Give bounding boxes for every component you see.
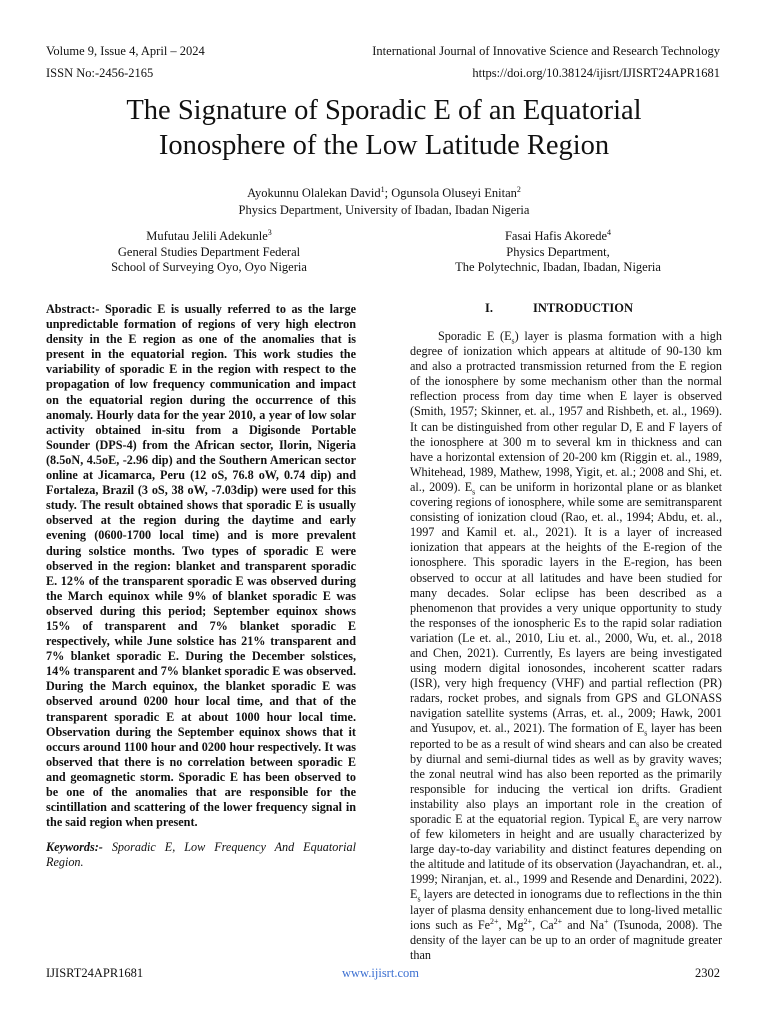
author-2-sup: 2 — [516, 184, 521, 194]
author-line — [0, 186, 768, 201]
doi-link[interactable]: https://doi.org/10.38124/ijisrt/IJISRT24APR1681 — [472, 66, 720, 80]
footer-paper-id: IJISRT24APR1681 — [46, 966, 144, 980]
section-title: INTRODUCTION — [533, 301, 634, 315]
author-1-sup: 1 — [380, 184, 385, 194]
keywords — [46, 840, 356, 870]
abstract: Abstract:- Sporadic E is usually referred to as the large unpredictable formation of regions of very high electron density in the E region as one of the anomalies that is present in the equatorial region. This work studies the variability of sporadic E in the region with respect to the propagation of low frequency communication and impact on the equatorial region during the occurrence of this anomaly. Hourly data for the year 2010, a year of low solar activity obtained in-situ from a Digisonde Portable Sounder (DPS-4) from the African sector, Ilorin, Nigeria (8.5oN, 4.5oE, -2.96 dip) and the Southern American sector online at Jicamarca, Peru (12 oS, 76.8 oW, 0.74 dip) and Fortaleza, Brazil (3 oS, 38 oW, -7.03dip) were used for this study. The result obtained shows that sporadic E is usually observed at the region during the daytime and early evening (0600-1700 local time) and is more prevalent during solstice months. Two types of sporadic E were observed in the region: blanket and transparent sporadic E. 12% of the transparent sporadic E was observed during the March equinox while 9% of blanket sporadic E was observed during this period; September equinox shows 15% of transparent and 7% blanket sporadic E respectively, while June solstice has 21% transparent and 7% blanket sporadic E. During the December solstices, 14% transparent and 7% blanket sporadic E was observed. During the March equinox, the blanket sporadic E was observed around 0200 hour local time, and that of the transparent sporadic E at about 1000 hour local time. Observation during the September equinox shows that it occurs around 1100 hour and 0200 hour respectively. It was observed that there is no correlation between sporadic E and geomagnetic storm. Sporadic E has been observed to be one of the anomalies that are responsible for the scintillation and scattering of the lower frequency signal in the said region when present. — [46, 302, 356, 830]
issn: ISSN No:-2456-2165 — [46, 66, 154, 80]
author-2: Ogunsola Oluseyi Enitan — [391, 186, 517, 200]
author-affiliation-main: Physics Department, University of Ibadan, Ibadan Nigeria — [238, 203, 530, 217]
left-column — [46, 302, 356, 870]
paper-title — [0, 93, 768, 163]
section-number: I. — [485, 301, 493, 315]
author-3-affil-2: School of Surveying Oyo, Oyo Nigeria — [111, 260, 307, 274]
author-block-right — [440, 229, 676, 276]
page-number: 2302 — [695, 966, 720, 980]
author-block-left — [96, 229, 322, 276]
title-line-2: Ionosphere of the Low Latitude Region — [158, 130, 610, 161]
author-4-affil-2: The Polytechnic, Ibadan, Ibadan, Nigeria — [455, 260, 661, 274]
volume-issue: Volume 9, Issue 4, April – 2024 — [46, 44, 205, 58]
author-3: Mufutau Jelili Adekunle$^3$ — [146, 227, 272, 243]
journal-name: International Journal of Innovative Science and Research Technology — [372, 44, 720, 58]
title-line-1: The Signature of Sporadic E of an Equatorial — [126, 95, 642, 126]
footer-website-link[interactable]: www.ijisrt.com — [342, 966, 419, 980]
author-1: Ayokunnu Olalekan David — [247, 186, 381, 200]
keywords-label: Keywords:- — [46, 840, 103, 855]
author-3-affil-1: General Studies Department Federal — [117, 244, 301, 259]
author-4: Fasai Hafis Akorede$^4$ — [504, 227, 612, 243]
keywords-text: Sporadic E, Low Frequency And Equatorial Region. — [46, 840, 356, 870]
intro-paragraph: Sporadic E $(E_s)$ layer is plasma formation with a high degree of ionization which appears at altitude of 90-130 km and also a protracted transmission returned from the E region of the ionosphere by some mechanism other than the normal reflection process from day time when E layer is observed (Smith, 1957; Skinner, et. al., 1957 and Rishbeth, et. al., 1969). It can be distinguished from other regular D, E and F layers of the ionosphere at 300 m to several km in thickness and can have a horizontal extension of 20-200 km (Riggin et. al., 1989, Whitehead, 1989, Mathew, 1998, Yigit, et. al.; 2008 and Shi, et. al., 2009). $E_s$ can be uniform in horizontal plane or as blanket covering regions of ionosphere, while some are semitransparent consisting of ionization cloud (Rao, et. al., 1994; Abdu, et. al., 1997 and Kamil et. al., 2021). It is a layer of increased ionization that appears at the heights of the E-region of the ionosphere. This sporadic layers in the E-region, has been observed to occur at all latitudes and have been studied for many decades. Solar eclipse has been described as a phenomenon that provides a very unique opportunity to study the responses of the ionospheric Es to the rapid solar radiation variation (Le et. al., 2010, Liu et. al., 2000, Wu, et. al., 2018 and Chen, 2021). Currently, Es layers are being investigated using modern digital ionosondes, incoherent scatter radars (ISR), very high frequency (VHF) and partial reflection (PR) radars, rocket probes, and signals from GPS and GLONASS navigation satellite systems (Arras, et. al., 2009; Hawk, 2001 and Yusupov, et. al., 2021). The formation of $E_s$ layer has been reported to be as a result of wind shears and can also be created by diurnal and semi-diurnal tides as well as by gravity waves; the zonal neutral wind has also been reported as the primarily responsible for inducing the vertical ion drifts. Gradient instability also plays an important role in the creation of sporadic E at the equatorial region. Typical $E_s$ are very narrow of few kilometers in height and are usually characterized by large day-to-day variability and distinct features depending on the altitude and latitude of its observation (Jayachandran, et. al., 1999; Niranjan, et. al., 1999 and Resende and Denardini, 2022). $E_s$ layers are detected in ionograms due to reflections in the thin layer of plasma density enhancement due to long-lived metallic ions such as $Fe^{2+}$, $Mg^{2+}$, $Ca^{2+}$ and Na+ (Tsunoda, 2008). The density of the layer can be up to an order of magnitude greater than — [410, 329, 723, 962]
author-sep: ; — [384, 186, 392, 200]
author-4-affil-1: Physics Department, — [506, 244, 610, 259]
